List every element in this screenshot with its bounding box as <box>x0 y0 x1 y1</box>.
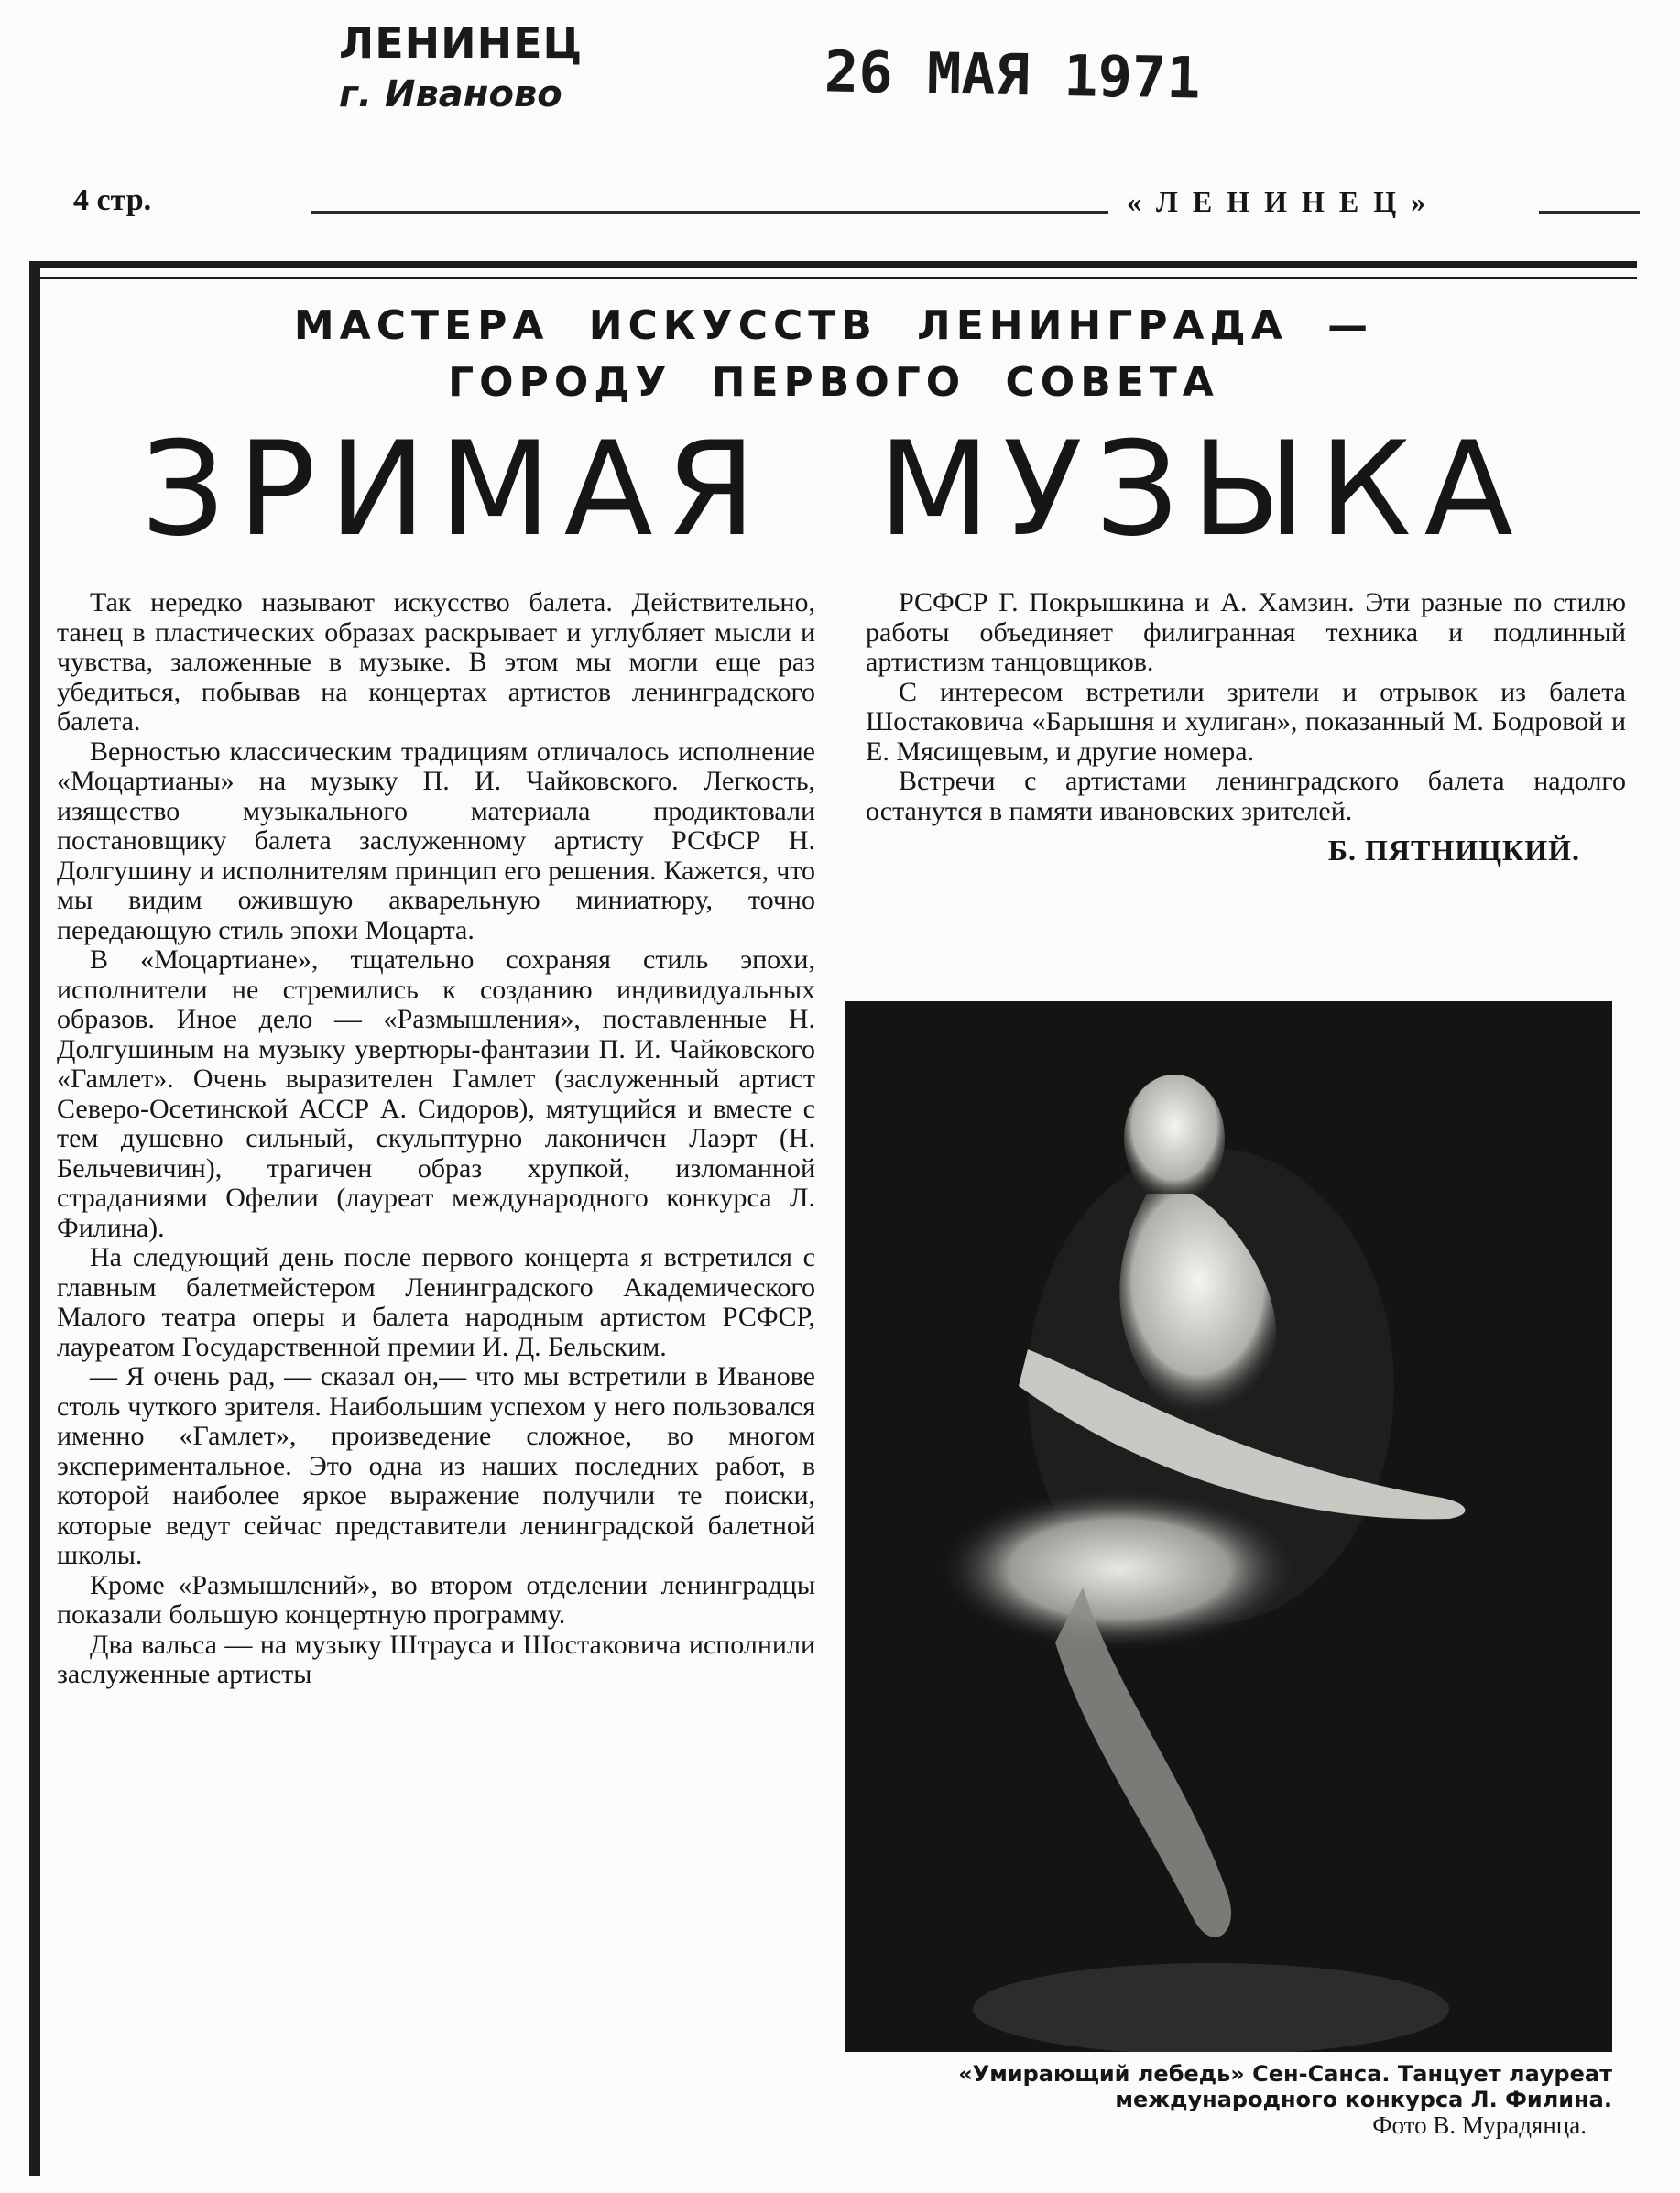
article-column-left <box>57 588 815 1690</box>
paragraph: С интересом встретили зрители и отрывок из балета Шостаковича «Барышня и хулиган», показанный М. Бодровой и Е. Мясищевым, и другие номера. <box>866 676 1626 767</box>
stamp-paper-name: ЛЕНИНЕЦ <box>339 18 584 68</box>
paragraph: Кроме «Размышлений», во втором отделении ленинградцы показали большую концертную программу. <box>57 1569 815 1630</box>
paragraph: РСФСР Г. Покрышкина и А. Хамзин. Эти разные по стилю работы объединяет филигранная техника и подлинный артистизм танцовщиков. <box>866 587 1626 677</box>
masthead-rule <box>1539 211 1640 214</box>
article-column-right <box>866 588 1626 866</box>
paragraph: — Я очень рад, — сказал он,— что мы встретили в Иванове столь чуткого зрителя. Наибольшим успехом у него пользовался именно «Гамлет», произведение сложное, во многом экспериментальное. Это одна из наших последних работ, в которой наиболее яркое выражение получили те поиски, которые ведут сейчас представители ленинградской балетной школы. <box>57 1361 815 1570</box>
masthead-rule <box>311 211 1108 214</box>
author-signature: Б. ПЯТНИЦКИЙ. <box>1327 834 1580 867</box>
kicker-line-2: ГОРОДУ ПЕРВОГО СОВЕТА <box>448 359 1219 406</box>
kicker-line-1: МАСТЕРА ИСКУССТВ ЛЕНИНГРАДА — <box>293 302 1374 349</box>
stamp-city: г. Иваново <box>339 73 562 115</box>
paragraph: В «Моцартиане», тщательно сохраняя стиль эпохи, исполнители не стремились к созданию индивидуальных образов. Иное дело — «Размышления», поставленные Н. Долгушиным на музыку увертюры-фантазии П. И. Чайковского «Гамлет». Очень выразителен Гамлет (заслуженный артист Северо-Осетинской АССР А. Сидоров), мятущийся и вместе с тем душевно сильный, скульптурно лаконичен Лаэрт (Н. Бельчевичин), трагичен образ хрупкой, изломанной страданиями Офелии (лауреат международного конкурса Л. Филина). <box>57 944 815 1243</box>
newspaper-name: «ЛЕНИНЕЦ» <box>1127 185 1441 218</box>
masthead <box>73 174 1640 238</box>
article-frame-top-inner <box>40 277 1637 279</box>
paragraph: На следующий день после первого концерта я встретился с главным балетмейстером Ленинградского Академического Малого театра оперы и балета народным артистом РСФСР, лауреатом Государственной премии И. Д. Бельским. <box>57 1242 815 1362</box>
headline: ЗРИМАЯ МУЗЫКА <box>141 414 1526 565</box>
paragraph: Встречи с артистами ленинградского балета надолго останутся в памяти ивановских зрителей. <box>866 766 1626 826</box>
article-frame-top <box>29 261 1637 268</box>
paragraph: Так нередко называют искусство балета. Действительно, танец в пластических образах раскрывает и углубляет мысли и чувства, заложенные в музыке. В этом мы могли еще раз убедиться, побывав на концертах артистов ленинградского балета. <box>57 587 815 736</box>
paragraph: Верностью классическим традициям отличалось исполнение «Моцартианы» на музыку П. И. Чайковского. Легкость, изящество музыкального материала продиктовали постановщику балета заслуженному артисту РСФСР Н. Долгушину и исполнителям принцип его решения. Кажется, что мы видим ожившую акварельную миниатюру, точно передающую стиль эпохи Моцарта. <box>57 736 815 945</box>
paragraph: Два вальса — на музыку Штрауса и Шостаковича исполнили заслуженные артисты <box>57 1629 815 1689</box>
photo-caption: «Умирающий лебедь» Сен-Санса. Танцует лауреат международного конкурса Л. Филина. <box>958 2061 1612 2112</box>
ballet-photo <box>845 1001 1612 2052</box>
stamp-date: 26 МАЯ 1971 <box>824 38 1202 112</box>
article-frame-left <box>29 261 40 2176</box>
dancer-illustration <box>845 1001 1612 2052</box>
photo-credit: Фото В. Мурадянца. <box>1372 2111 1587 2139</box>
page-number: 4 стр. <box>73 183 152 217</box>
